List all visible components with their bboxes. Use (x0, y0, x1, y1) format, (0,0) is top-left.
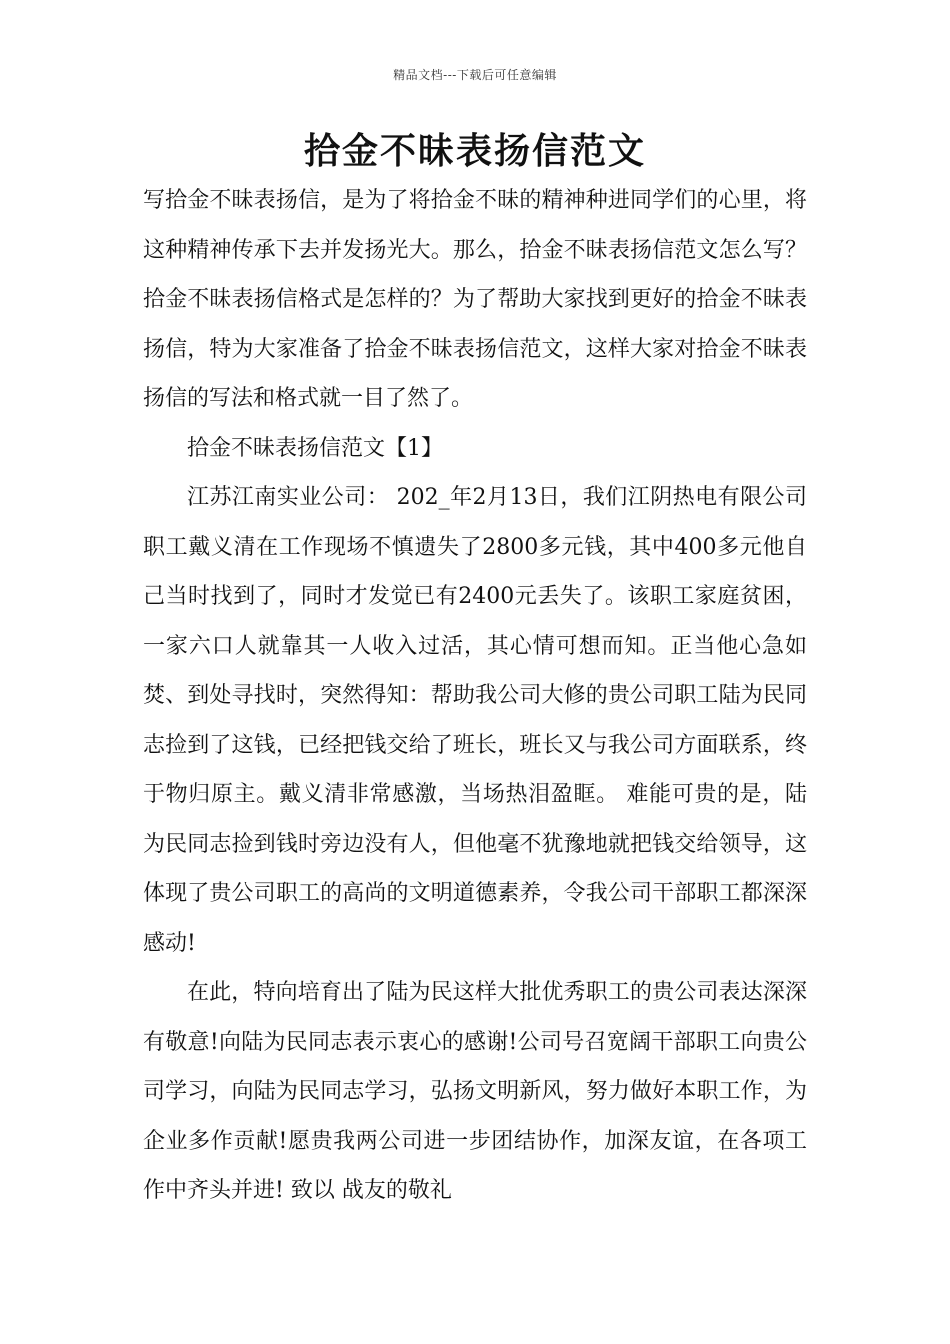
intro-paragraph: 写拾金不昧表扬信，是为了将拾金不昧的精神种进同学们的心里，将这种精神传承下去并发扬光大。那么，拾金不昧表扬信范文怎么写？拾金不昧表扬信格式是怎样的？为了帮助大家找到更好的拾金不昧表扬信，特为大家准备了拾金不昧表扬信范文，这样大家对拾金不昧表扬信的写法和格式就一目了然了。 (143, 188, 807, 411)
header-note: 精品文档---下载后可任意编辑 (393, 68, 557, 82)
section-heading: 拾金不昧表扬信范文【1】 (187, 435, 443, 461)
document-body (143, 176, 807, 1216)
closing-paragraph: 在此，特向培育出了陆为民这样大批优秀职工的贵公司表达深深有敬意!向陆为民同志表示衷心的感谢!公司号召宽阔干部职工向贵公司学习，向陆为民同志学习，弘扬文明新风，努力做好本职工作，为企业多作贡献!愿贵我两公司进一步团结协作，加深友谊，在各项工作中齐头并进! 致以 战友的敬礼 (143, 980, 807, 1203)
letter-paragraph: 江苏江南实业公司： 202_年2月13日，我们江阴热电有限公司职工戴义清在工作现场不慎遗失了2800多元钱，其中400多元他自己当时找到了，同时才发觉已有2400元丢失了。该职工家庭贫困，一家六口人就靠其一人收入过活，其心情可想而知。正当他心急如焚、到处寻找时，突然得知：帮助我公司大修的贵公司职工陆为民同志捡到了这钱，已经把钱交给了班长，班长又与我公司方面联系，终于物归原主。戴义清非常感激，当场热泪盈眶。 难能可贵的是，陆为民同志捡到钱时旁边没有人，但他毫不犹豫地就把钱交给领导，这体现了贵公司职工的高尚的文明道德素养，令我公司干部职工都深深感动! (143, 485, 807, 956)
document-title: 拾金不昧表扬信范文 (303, 131, 646, 172)
